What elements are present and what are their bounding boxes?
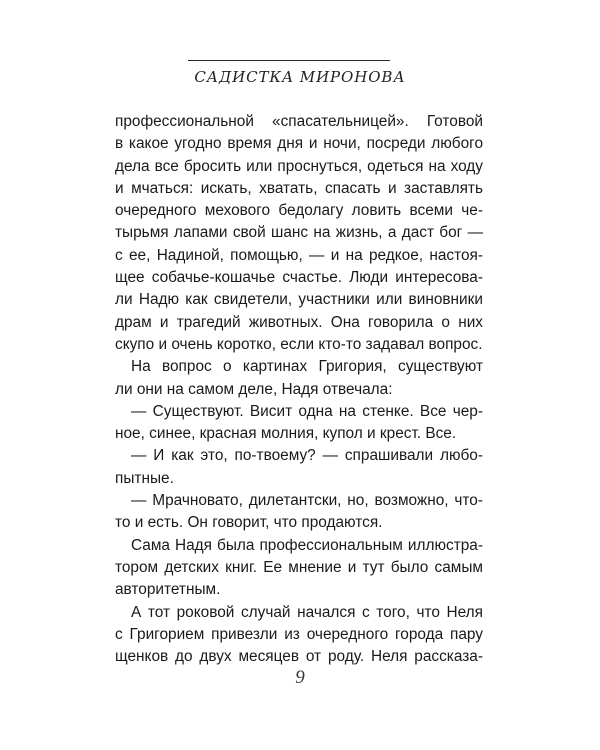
text-line: ли они на самом деле, Надя отвечала: bbox=[115, 380, 393, 398]
body-text bbox=[115, 111, 483, 668]
text-line: и мчаться: искать, хватать, спасать и заставлять bbox=[115, 179, 483, 197]
text-line: в какое угодно время дня и ночи, посреди любого bbox=[115, 135, 483, 153]
text-line: щее собачье-кошачье счастье. Люди интересова- bbox=[115, 269, 483, 287]
text-line: профессиональной «спасательницей». Готовой bbox=[115, 113, 483, 130]
text-line: тором детских книг. Ее мнение и тут было самым bbox=[115, 558, 483, 576]
text-line: очередного мехового бедолагу ловить всеми че- bbox=[115, 202, 483, 220]
text-line: ли Надю как свидетели, участники или виновники bbox=[115, 291, 483, 309]
text-line: драм и трагедий животных. Она говорила о них bbox=[115, 313, 483, 331]
text-line: — Мрачновато, дилетантски, но, возможно, что- bbox=[131, 492, 483, 510]
text-line: тырьмя лапами свой шанс на жизнь, а даст бог — bbox=[115, 224, 483, 242]
text-line: с ее, Надиной, помощью, — и на редкое, настоя- bbox=[115, 246, 483, 264]
text-line: — И как это, по-твоему? — спрашивали любо- bbox=[131, 447, 483, 465]
text-line: ное, синее, красная молния, купол и крест. Все. bbox=[115, 425, 457, 443]
text-line: А тот роковой случай начался с того, что Неля bbox=[131, 603, 483, 621]
page-number: 9 bbox=[295, 667, 305, 688]
text-line: дела все бросить или проснуться, одеться на ходу bbox=[115, 157, 483, 175]
text-line: — Существуют. Висит одна на стенке. Все чер- bbox=[131, 402, 483, 420]
text-line: то и есть. Он говорит, что продаются. bbox=[115, 514, 383, 532]
text-line: щенков до двух месяцев от роду. Неля рассказа- bbox=[115, 648, 483, 666]
text-line: Сама Надя была профессиональным иллюстра- bbox=[131, 536, 483, 554]
text-line: скупо и очень коротко, если кто-то задавал вопрос. bbox=[115, 335, 483, 353]
text-line: На вопрос о картинах Григория, существуют bbox=[131, 358, 483, 376]
text-line: пытные. bbox=[115, 469, 174, 487]
text-line: авторитетным. bbox=[115, 581, 221, 599]
running-head: САДИСТКА МИРОНОВА bbox=[194, 68, 406, 86]
header-rule bbox=[188, 60, 390, 61]
text-line: с Григорием привезли из очередного города пару bbox=[115, 625, 483, 643]
